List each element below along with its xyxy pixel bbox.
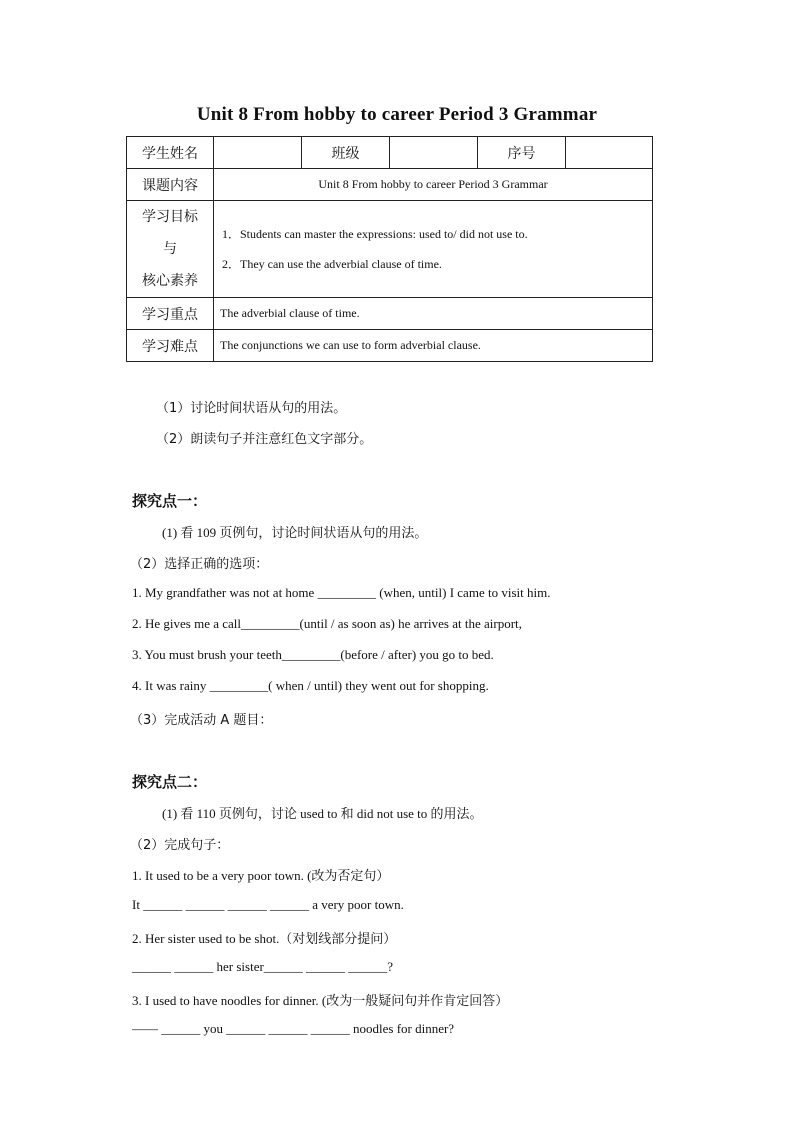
goals-label-line: 学习目标 [142,209,198,225]
goal-item: 1．Students can master the expressions: used to/ did not use to. [222,227,528,241]
key-point-label: 学习重点 [127,298,214,330]
table-row [127,137,653,169]
goal-item: 2．They can use the adverbial clause of time. [222,257,442,271]
topic-label: 课题内容 [127,169,214,201]
goals-value [214,201,653,298]
key-point-value: The adverbial clause of time. [214,298,653,330]
difficulty-label: 学习难点 [127,330,214,362]
intro-line: （1）讨论时间状语从句的用法。 [156,401,347,416]
exercise-answer-line: It ______ ______ ______ ______ a very poor town. [132,897,404,912]
topic-value: Unit 8 From hobby to career Period 3 Grammar [214,169,653,201]
table-row [127,330,653,362]
exercise-item: 1. My grandfather was not at home _________ (when, until) I came to visit him. [132,585,551,600]
difficulty-value: The conjunctions we can use to form adverbial clause. [214,330,653,362]
exercise-item: 4. It was rainy _________( when / until) they went out for shopping. [132,678,489,693]
class-field[interactable] [390,137,478,169]
instruction-line: （3）完成活动 A 题目： [130,713,273,728]
intro-line: （2）朗读句子并注意红色文字部分。 [156,432,373,447]
instruction-line: （2）完成句子： [130,838,230,853]
class-label: 班级 [302,137,390,169]
goals-label-line: 与 [163,241,177,257]
table-row [127,201,653,298]
page-title: Unit 8 From hobby to career Period 3 Grammar [196,104,598,125]
info-table [126,136,653,362]
instruction-line: (1) 看 110 页例句，讨论 used to 和 did not use to 的用法。 [162,806,483,821]
number-field[interactable] [566,137,653,169]
exercise-item: 2. He gives me a call_________(until / as soon as) he arrives at the airport, [132,616,522,631]
section-heading: 探究点一： [132,492,208,510]
exercise-item: 3. I used to have noodles for dinner. (改为一般疑问句并作肯定回答） [132,993,509,1008]
goals-label [127,201,214,298]
goals-label-line: 核心素养 [142,273,198,289]
exercise-answer-line: —— ______ you ______ ______ ______ noodles for dinner? [132,1021,455,1036]
exercise-item: 2. Her sister used to be shot.（对划线部分提问） [132,931,397,946]
instruction-line: (1) 看 109 页例句，讨论时间状语从句的用法。 [162,525,428,540]
table-row [127,169,653,201]
section-heading: 探究点二： [132,773,208,791]
exercise-item: 3. You must brush your teeth_________(before / after) you go to bed. [132,647,494,662]
exercise-answer-line: ______ ______ her sister______ ______ ______? [132,959,394,974]
number-label: 序号 [478,137,566,169]
student-name-field[interactable] [214,137,302,169]
exercise-item: 1. It used to be a very poor town. (改为否定句） [132,868,390,883]
student-name-label: 学生姓名 [127,137,214,169]
instruction-line: （2）选择正确的选项： [130,557,269,572]
table-row [127,298,653,330]
